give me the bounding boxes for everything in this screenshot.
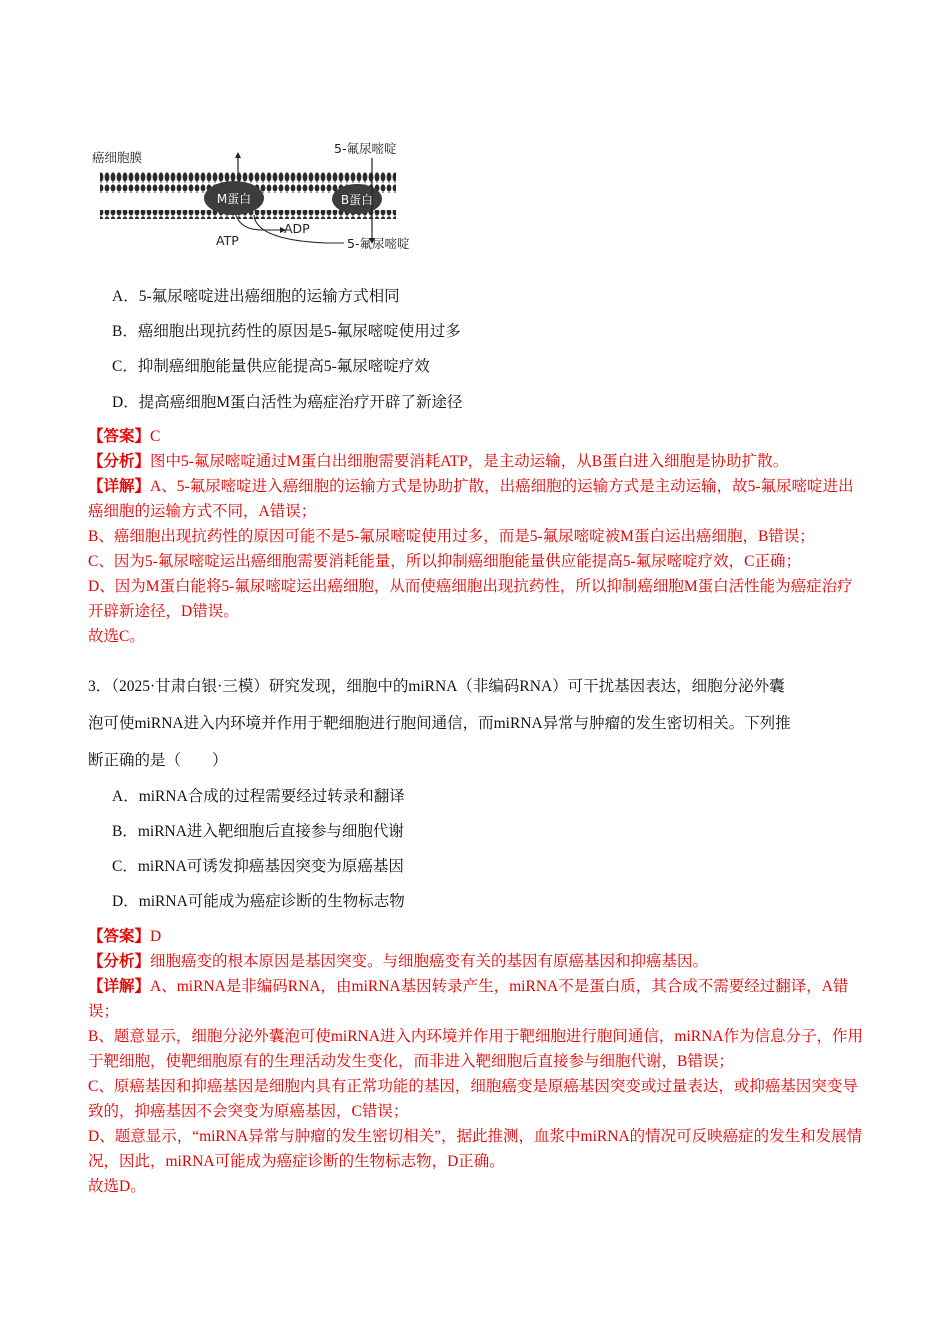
q2-option-c: C．抑制癌细胞能量供应能提高5-氟尿嘧啶疗效 <box>112 358 430 375</box>
q2-conclusion: 故选C。 <box>88 628 145 645</box>
q2-analysis: 【分析】图中5-氟尿嘧啶通过M蛋白出细胞需要消耗ATP，是主动运输，从B蛋白进入细胞是协助扩散。 <box>88 453 789 470</box>
q3-stem-line1: 3．（2025·甘肃白银·三模）研究发现，细胞中的miRNA（非编码RNA）可干扰基因表达，细胞分泌外囊 <box>88 678 785 695</box>
q3-analysis: 【分析】细胞癌变的根本原因是基因突变。与细胞癌变有关的基因有原癌基因和抑癌基因。 <box>88 953 709 970</box>
atp-label: ATP <box>216 233 239 248</box>
q2-option-a: A．5-氟尿嘧啶进出癌细胞的运输方式相同 <box>112 288 400 305</box>
q2-detail-c: C、因为5-氟尿嘧啶运出癌细胞需要消耗能量，所以抑制癌细胞能量供应能提高5-氟尿嘧啶疗效，C正确； <box>88 553 802 570</box>
q2-detail-b: B、癌细胞出现抗药性的原因可能不是5-氟尿嘧啶使用过多，而是5-氟尿嘧啶被M蛋白运出癌细胞，B错误； <box>88 528 815 545</box>
q3-option-a: A．miRNA合成的过程需要经过转录和翻译 <box>112 788 405 805</box>
q3-conclusion: 故选D。 <box>88 1178 146 1195</box>
q3-stem-line2: 泡可使miRNA进入内环境并作用于靶细胞进行胞间通信，而miRNA异常与肿瘤的发生密切相关。下列推 <box>88 715 791 732</box>
detail-tag: 【详解】 <box>88 978 151 995</box>
q2-option-d: D．提高癌细胞M蛋白活性为癌症治疗开辟了新途径 <box>112 394 463 411</box>
q3-detail-a: 【详解】A、miRNA是非编码RNA，由miRNA基因转录产生，miRNA不是蛋白质，其合成不需要经过翻译，A错误； <box>88 978 849 1020</box>
q2-option-b: B．癌细胞出现抗药性的原因是5-氟尿嘧啶使用过多 <box>112 323 461 340</box>
efflux-arrowhead <box>235 152 241 158</box>
analysis-tag: 【分析】 <box>88 453 151 470</box>
drug-label-top: 5-氟尿嘧啶 <box>334 141 397 156</box>
q3-option-c: C．miRNA可诱发抑癌基因突变为原癌基因 <box>112 858 404 875</box>
q3-stem-line3: 断正确的是（ ） <box>88 752 228 769</box>
answer-tag: 【答案】 <box>88 928 151 945</box>
b-protein-label: B蛋白 <box>340 193 374 207</box>
detail-tag: 【详解】 <box>88 478 151 495</box>
q3-answer: 【答案】D <box>88 928 162 945</box>
adp-label: ADP <box>284 221 310 236</box>
answer-tag: 【答案】 <box>88 428 151 445</box>
q3-detail-d: D、题意显示，“miRNA异常与肿瘤的发生密切相关”，据此推测，血浆中miRNA的情况可反映癌症的发生和发展情况，因此，miRNA可能成为癌症诊断的生物标志物，D正确。 <box>88 1128 863 1170</box>
q2-answer: 【答案】C <box>88 428 161 445</box>
drug-label-bottom: 5-氟尿嘧啶 <box>347 236 410 251</box>
analysis-tag: 【分析】 <box>88 953 151 970</box>
q3-detail-c: C、原癌基因和抑癌基因是细胞内具有正常功能的基因，细胞癌变是原癌基因突变或过量表达，或抑癌基因突变导致的，抑癌基因不会突变为原癌基因，C错误； <box>88 1078 858 1120</box>
membrane-label: 癌细胞膜 <box>92 150 143 165</box>
q3-option-b: B．miRNA进入靶细胞后直接参与细胞代谢 <box>112 823 404 840</box>
q3-detail-b: B、题意显示，细胞分泌外囊泡可使miRNA进入内环境并作用于靶细胞进行胞间通信，miRNA作为信息分子，作用于靶细胞，使靶细胞原有的生理活动发生变化，而非进入靶细胞后直接参与细胞代谢，B错误； <box>88 1028 864 1070</box>
q2-answer-block <box>88 424 864 649</box>
m-protein-label: M蛋白 <box>216 192 252 206</box>
q3-answer-block <box>88 924 864 1199</box>
membrane-transport-diagram <box>86 112 426 262</box>
q2-detail-d: D、因为M蛋白能将5-氟尿嘧啶运出癌细胞，从而使癌细胞出现抗药性，所以抑制癌细胞M蛋白活性能为癌症治疗开辟新途径，D错误。 <box>88 578 853 620</box>
q2-detail-a: 【详解】A、5-氟尿嘧啶进入癌细胞的运输方式是协助扩散，出癌细胞的运输方式是主动运输，故5-氟尿嘧啶进出癌细胞的运输方式不同，A错误； <box>88 478 854 520</box>
q3-option-d: D．miRNA可能成为癌症诊断的生物标志物 <box>112 893 405 910</box>
membrane-outer-layer <box>100 172 396 183</box>
